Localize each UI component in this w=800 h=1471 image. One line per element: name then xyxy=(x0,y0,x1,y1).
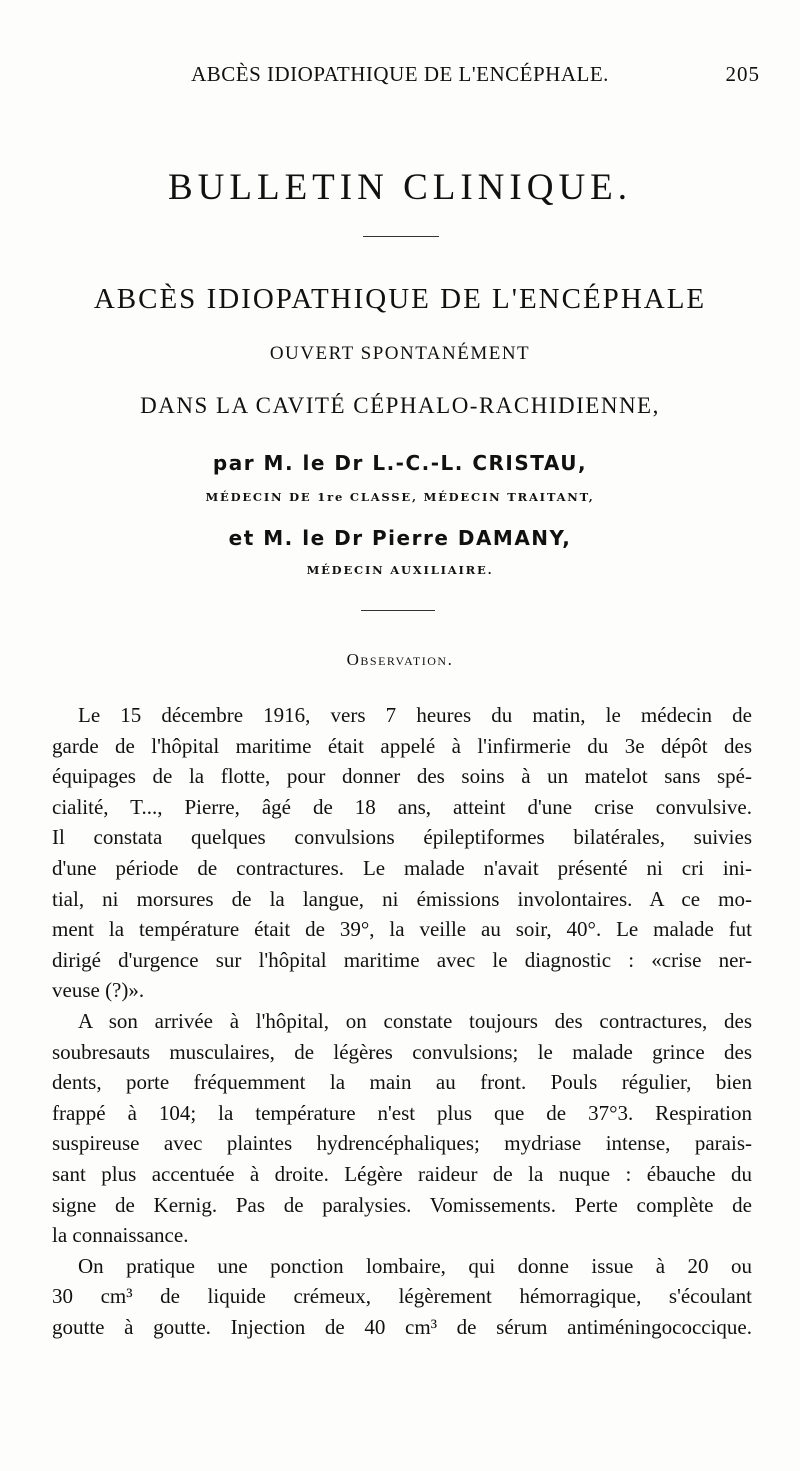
text-line: sant plus accentuée à droite. Légère raideur de la nuque : ébauche du xyxy=(52,1161,752,1186)
author-1-role: MÉDECIN DE 1re CLASSE, MÉDECIN TRAITANT, xyxy=(205,490,595,504)
text-line: garde de l'hôpital maritime était appelé à l'infirmerie du 3e dépôt des xyxy=(52,733,752,758)
running-title: ABCÈS IDIOPATHIQUE DE L'ENCÉPHALE. xyxy=(191,62,609,86)
text-line: goutte à goutte. Injection de 40 cm³ de sérum antiméningococcique. xyxy=(52,1314,752,1339)
running-header xyxy=(0,62,800,92)
text-line: soubresauts musculaires, de légères convulsions; le malade grince des xyxy=(52,1039,752,1064)
text-line: cialité, T..., Pierre, âgé de 18 ans, atteint d'une crise convulsive. xyxy=(52,794,752,819)
author-2: et M. le Dr Pierre DAMANY, xyxy=(228,526,572,550)
text-line: tial, ni morsures de la langue, ni émissions involontaires. A ce mo- xyxy=(52,886,752,911)
text-line: la connaissance. xyxy=(52,1223,189,1248)
text-line: signe de Kernig. Pas de paralysies. Vomissements. Perte complète de xyxy=(52,1192,752,1217)
text-line: On pratique une ponction lombaire, qui donne issue à 20 ou xyxy=(78,1253,752,1278)
observation-heading: Observation. xyxy=(346,650,454,669)
section-title: BULLETIN CLINIQUE. xyxy=(167,167,633,208)
text-line: ment la température était de 39°, la veille au soir, 40°. Le malade fut xyxy=(52,917,752,942)
paragraph-3 xyxy=(52,1251,752,1343)
article-subtitle-2: DANS LA CAVITÉ CÉPHALO-RACHIDIENNE, xyxy=(140,393,660,418)
body-text xyxy=(52,700,752,1342)
divider xyxy=(363,236,439,237)
author-1: par M. le Dr L.-C.-L. CRISTAU, xyxy=(212,451,588,475)
text-line: dirigé d'urgence sur l'hôpital maritime avec le diagnostic : «crise ner- xyxy=(52,947,752,972)
page-number: 205 xyxy=(725,62,760,86)
text-line: dents, porte fréquemment la main au front. Pouls régulier, bien xyxy=(52,1070,752,1095)
text-line: équipages de la flotte, pour donner des soins à un matelot sans spé- xyxy=(52,764,752,789)
text-line: frappé à 104; la température n'est plus que de 37°3. Respiration xyxy=(52,1100,752,1125)
text-line: Il constata quelques convulsions épileptiformes bilatérales, suivies xyxy=(52,825,752,850)
author-2-role: MÉDECIN AUXILIAIRE. xyxy=(306,563,494,577)
text-line: Le 15 décembre 1916, vers 7 heures du matin, le médecin de xyxy=(78,703,752,727)
text-line: A son arrivée à l'hôpital, on constate toujours des contractures, des xyxy=(78,1008,752,1033)
article-subtitle: OUVERT SPONTANÉMENT xyxy=(269,343,531,364)
paragraph-1 xyxy=(52,700,752,1006)
text-line: veuse (?)». xyxy=(52,978,145,1003)
paragraph-2 xyxy=(52,1006,752,1251)
article-title: ABCÈS IDIOPATHIQUE DE L'ENCÉPHALE xyxy=(93,283,707,315)
text-line: 30 cm³ de liquide crémeux, légèrement hémorragique, s'écoulant xyxy=(52,1284,752,1309)
divider xyxy=(361,610,435,611)
text-line: suspireuse avec plaintes hydrencéphaliques; mydriase intense, parais- xyxy=(52,1131,752,1156)
text-line: d'une période de contractures. Le malade n'avait présenté ni cri ini- xyxy=(52,855,752,880)
